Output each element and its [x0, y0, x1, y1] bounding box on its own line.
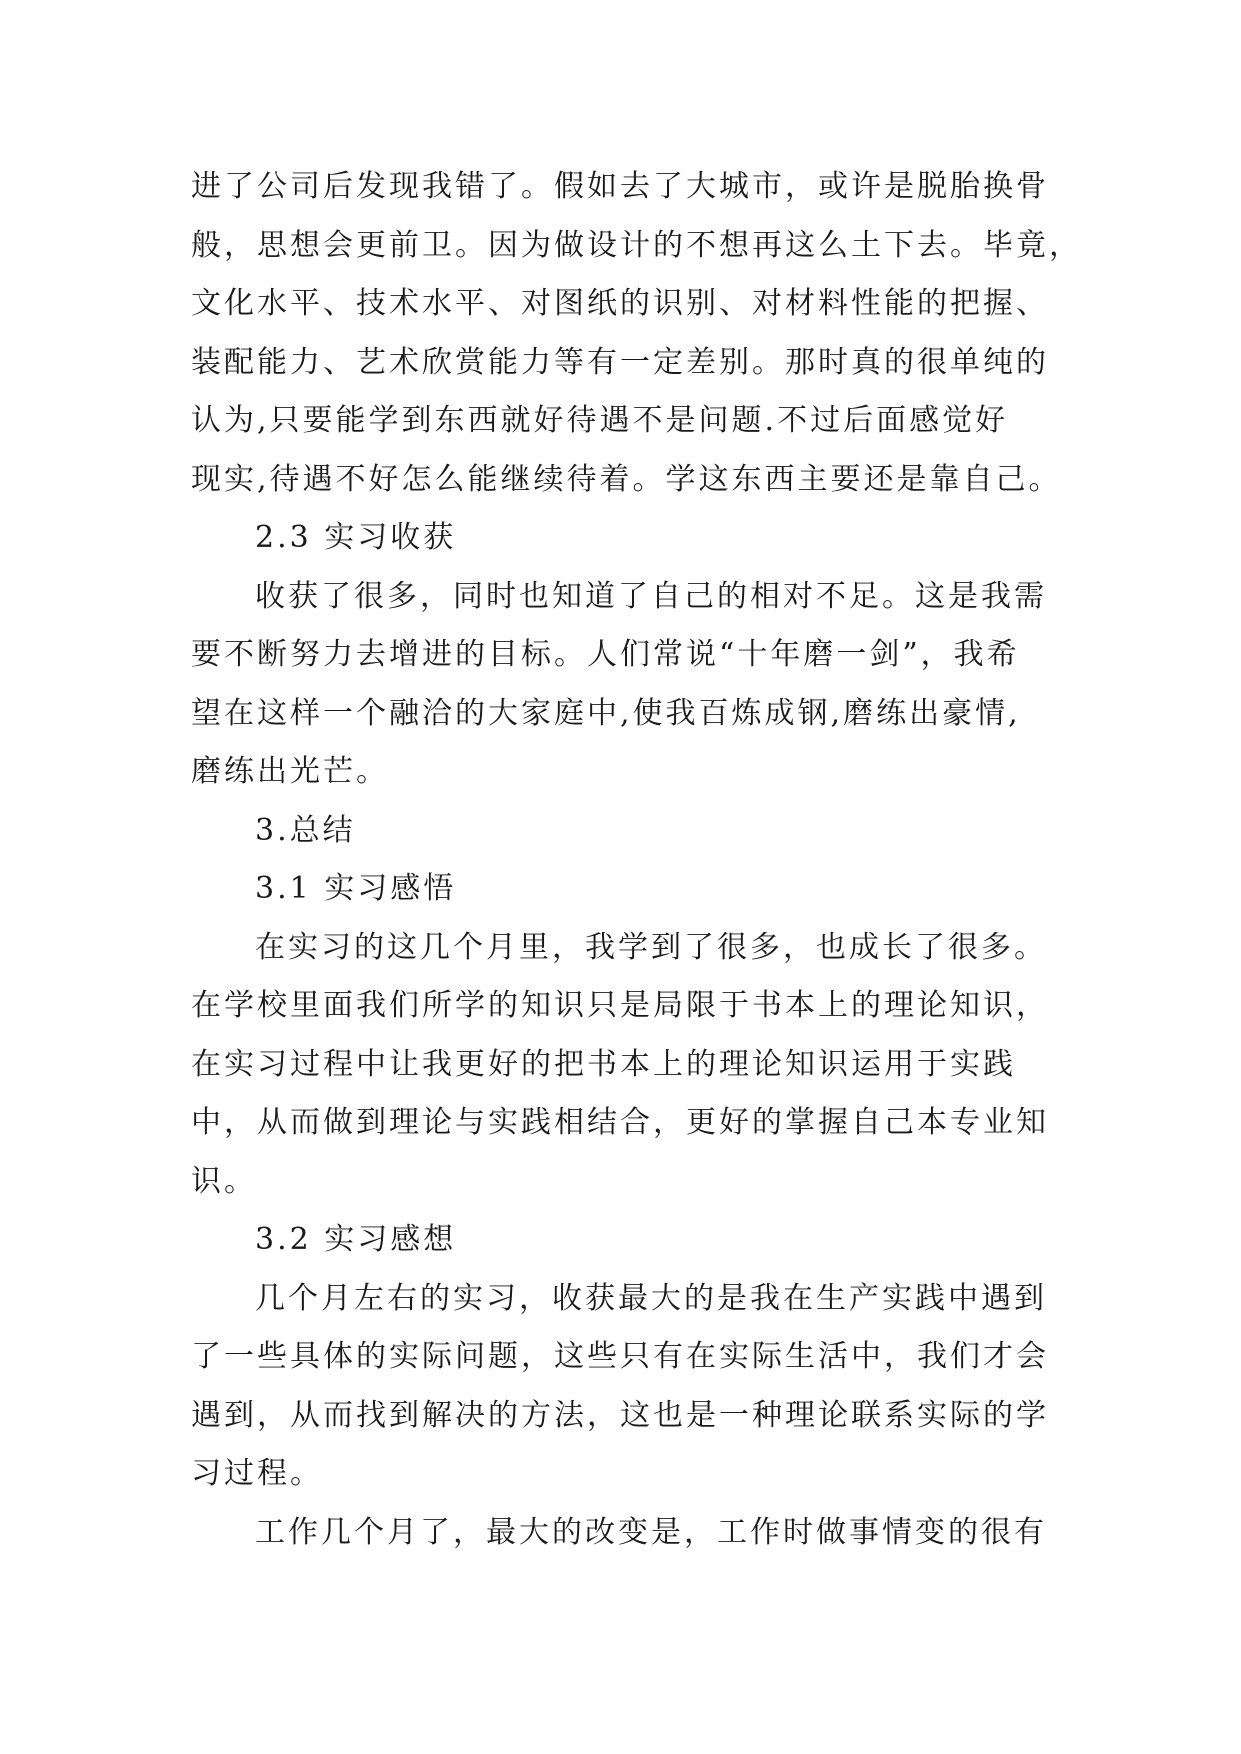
text-line: 磨练出光芒。	[191, 754, 389, 789]
body-text	[191, 158, 1082, 1562]
section-heading: 3.总结	[255, 812, 356, 848]
text-line: 望在这样一个融洽的大家庭中,使我百炼成钢,磨练出豪情,	[191, 695, 1021, 731]
text-line: 了一些具体的实际问题，这些只有在实际生活中，我们才会	[191, 1339, 1049, 1374]
text-line: 在学校里面我们所学的知识只是局限于书本上的理论知识，	[191, 988, 1049, 1023]
text-line: 要不断努力去增进的目标。人们常说“十年磨一剑”，我希	[191, 637, 1020, 672]
section-heading: 3.1 实习感悟	[255, 871, 457, 906]
section-heading: 2.3 实习收获	[255, 520, 457, 555]
text-line: 习过程。	[191, 1456, 323, 1491]
text-line: 进了公司后发现我错了。假如去了大城市，或许是脱胎换骨	[191, 169, 1049, 204]
text-line: 装配能力、艺术欣赏能力等有一定差别。那时真的很单纯的	[191, 344, 1049, 380]
text-line: 几个月左右的实习，收获最大的是我在生产实践中遇到	[255, 1280, 1047, 1316]
text-line: 在实习的这几个月里，我学到了很多，也成长了很多。	[255, 929, 1047, 965]
text-line: 识。	[191, 1163, 257, 1199]
text-line: 在实习过程中让我更好的把书本上的理论知识运用于实践	[191, 1046, 1016, 1082]
text-line: 现实,待遇不好怎么能继续待着。学这东西主要还是靠自己。	[191, 461, 1062, 497]
text-line: 般，思想会更前卫。因为做设计的不想再这么土下去。毕竟，	[191, 227, 1082, 263]
text-line: 中，从而做到理论与实践相结合，更好的掌握自己本专业知	[191, 1105, 1049, 1140]
text-line: 文化水平、技术水平、对图纸的识别、对材料性能的把握、	[191, 286, 1049, 321]
text-line: 收获了很多，同时也知道了自己的相对不足。这是我需	[255, 578, 1047, 614]
text-line: 认为,只要能学到东西就好待遇不是问题.不过后面感觉好	[191, 403, 1009, 438]
text-line: 工作几个月了，最大的改变是，工作时做事情变的很有	[255, 1514, 1047, 1550]
section-heading: 3.2 实习感想	[255, 1222, 457, 1257]
text-line: 遇到，从而找到解决的方法，这也是一种理论联系实际的学	[191, 1397, 1049, 1433]
